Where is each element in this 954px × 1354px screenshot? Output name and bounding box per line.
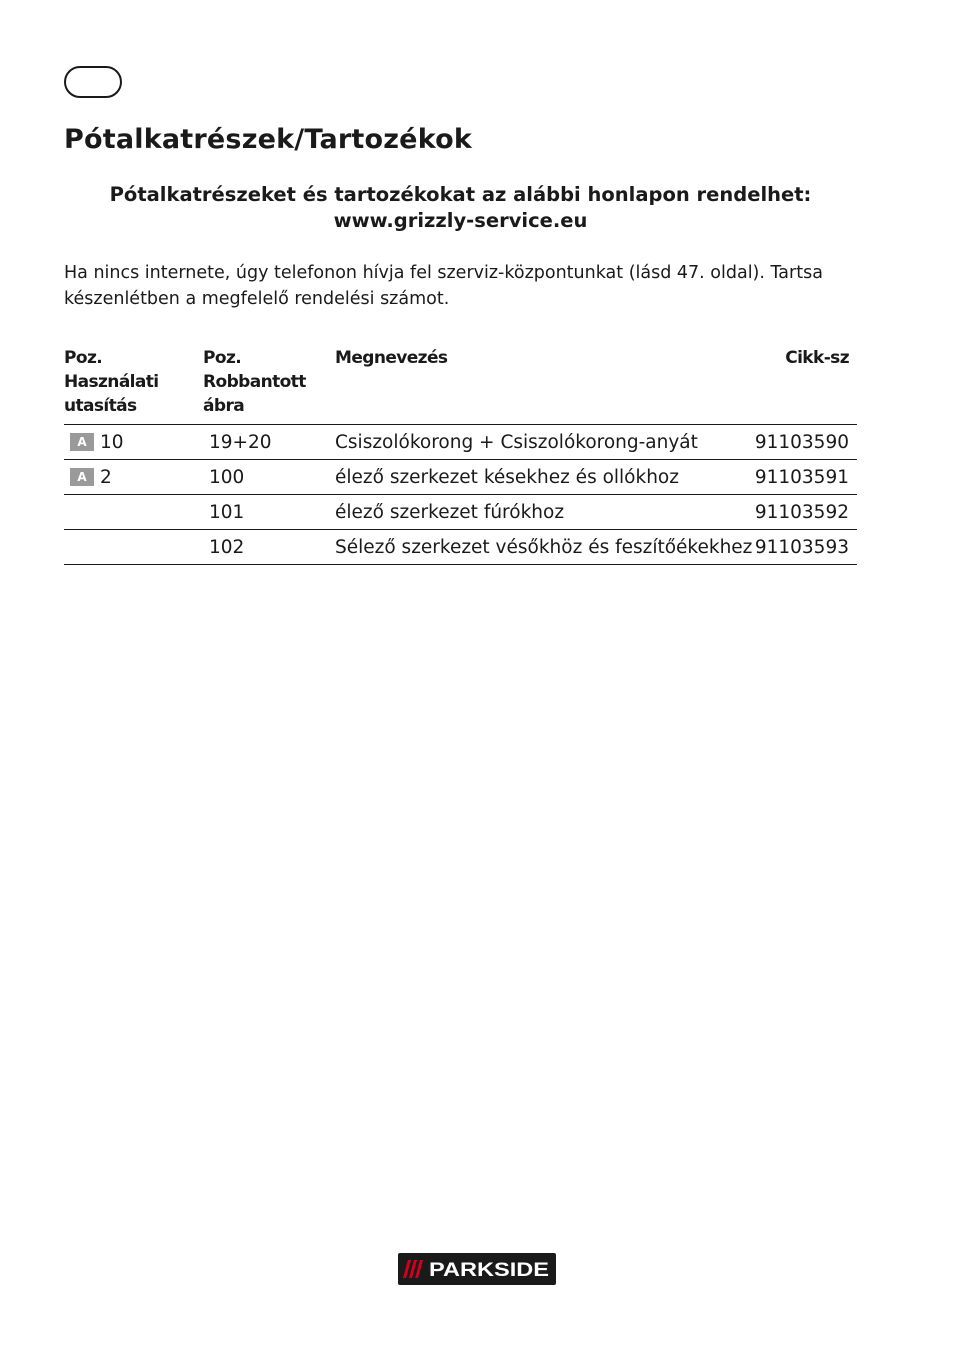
usage-pos: 2 <box>100 466 112 488</box>
exploded-pos-cell: 102 <box>203 530 335 565</box>
header-usage-line: utasítás <box>64 396 137 416</box>
usage-pos-cell <box>64 425 203 460</box>
header-article-no: Cikk-sz <box>752 346 857 425</box>
header-exploded-line: Poz. <box>203 348 242 368</box>
page-title: Pótalkatrészek/Tartozékok <box>64 124 473 155</box>
usage-pos: 10 <box>100 431 124 453</box>
usage-pos-cell <box>64 495 203 530</box>
header-exploded-pos <box>203 346 335 425</box>
parkside-logo <box>398 1253 556 1285</box>
table-row <box>64 495 857 530</box>
header-exploded-line: ábra <box>203 396 245 416</box>
language-badge <box>64 66 122 98</box>
intro-paragraph: Ha nincs internete, úgy telefonon hívja fel szerviz-központunkat (lásd 47. oldal). Tartsa készenlétben a megfelelő rendelési számot. <box>64 263 823 309</box>
article-no-cell: 91103593 <box>752 530 857 565</box>
description-cell: élező szerkezet fúrókhoz <box>335 495 752 530</box>
table-row <box>64 425 857 460</box>
article-no-cell: 91103591 <box>752 460 857 495</box>
table-row <box>64 460 857 495</box>
usage-pos-cell <box>64 460 203 495</box>
website-link[interactable]: www.grizzly-service.eu <box>333 209 588 232</box>
header-exploded-line: Robbantott <box>203 372 306 392</box>
header-usage-pos <box>64 346 203 425</box>
table-header-row <box>64 346 857 425</box>
exploded-pos-cell: 19+20 <box>203 425 335 460</box>
exploded-pos-cell: 101 <box>203 495 335 530</box>
description-cell: Sélező szerkezet vésőkhöz és feszítőékekhez <box>335 530 752 565</box>
subtitle <box>64 182 857 234</box>
article-no-cell: 91103592 <box>752 495 857 530</box>
header-description: Megnevezés <box>335 346 752 425</box>
figure-tag: A <box>70 468 94 486</box>
parts-table <box>64 346 857 565</box>
description-cell: Csiszolókorong + Csiszolókorong-anyát <box>335 425 752 460</box>
figure-tag: A <box>70 433 94 451</box>
article-no-cell: 91103590 <box>752 425 857 460</box>
header-usage-line: Poz. <box>64 348 103 368</box>
exploded-pos-cell: 100 <box>203 460 335 495</box>
description-cell: élező szerkezet késekhez és ollókhoz <box>335 460 752 495</box>
subtitle-line-1: Pótalkatrészeket és tartozékokat az alábbi honlapon rendelhet: <box>109 183 812 206</box>
usage-pos-cell <box>64 530 203 565</box>
header-usage-line: Használati <box>64 372 159 392</box>
table-row <box>64 530 857 565</box>
logo-text: PARKSIDE <box>429 1260 549 1281</box>
